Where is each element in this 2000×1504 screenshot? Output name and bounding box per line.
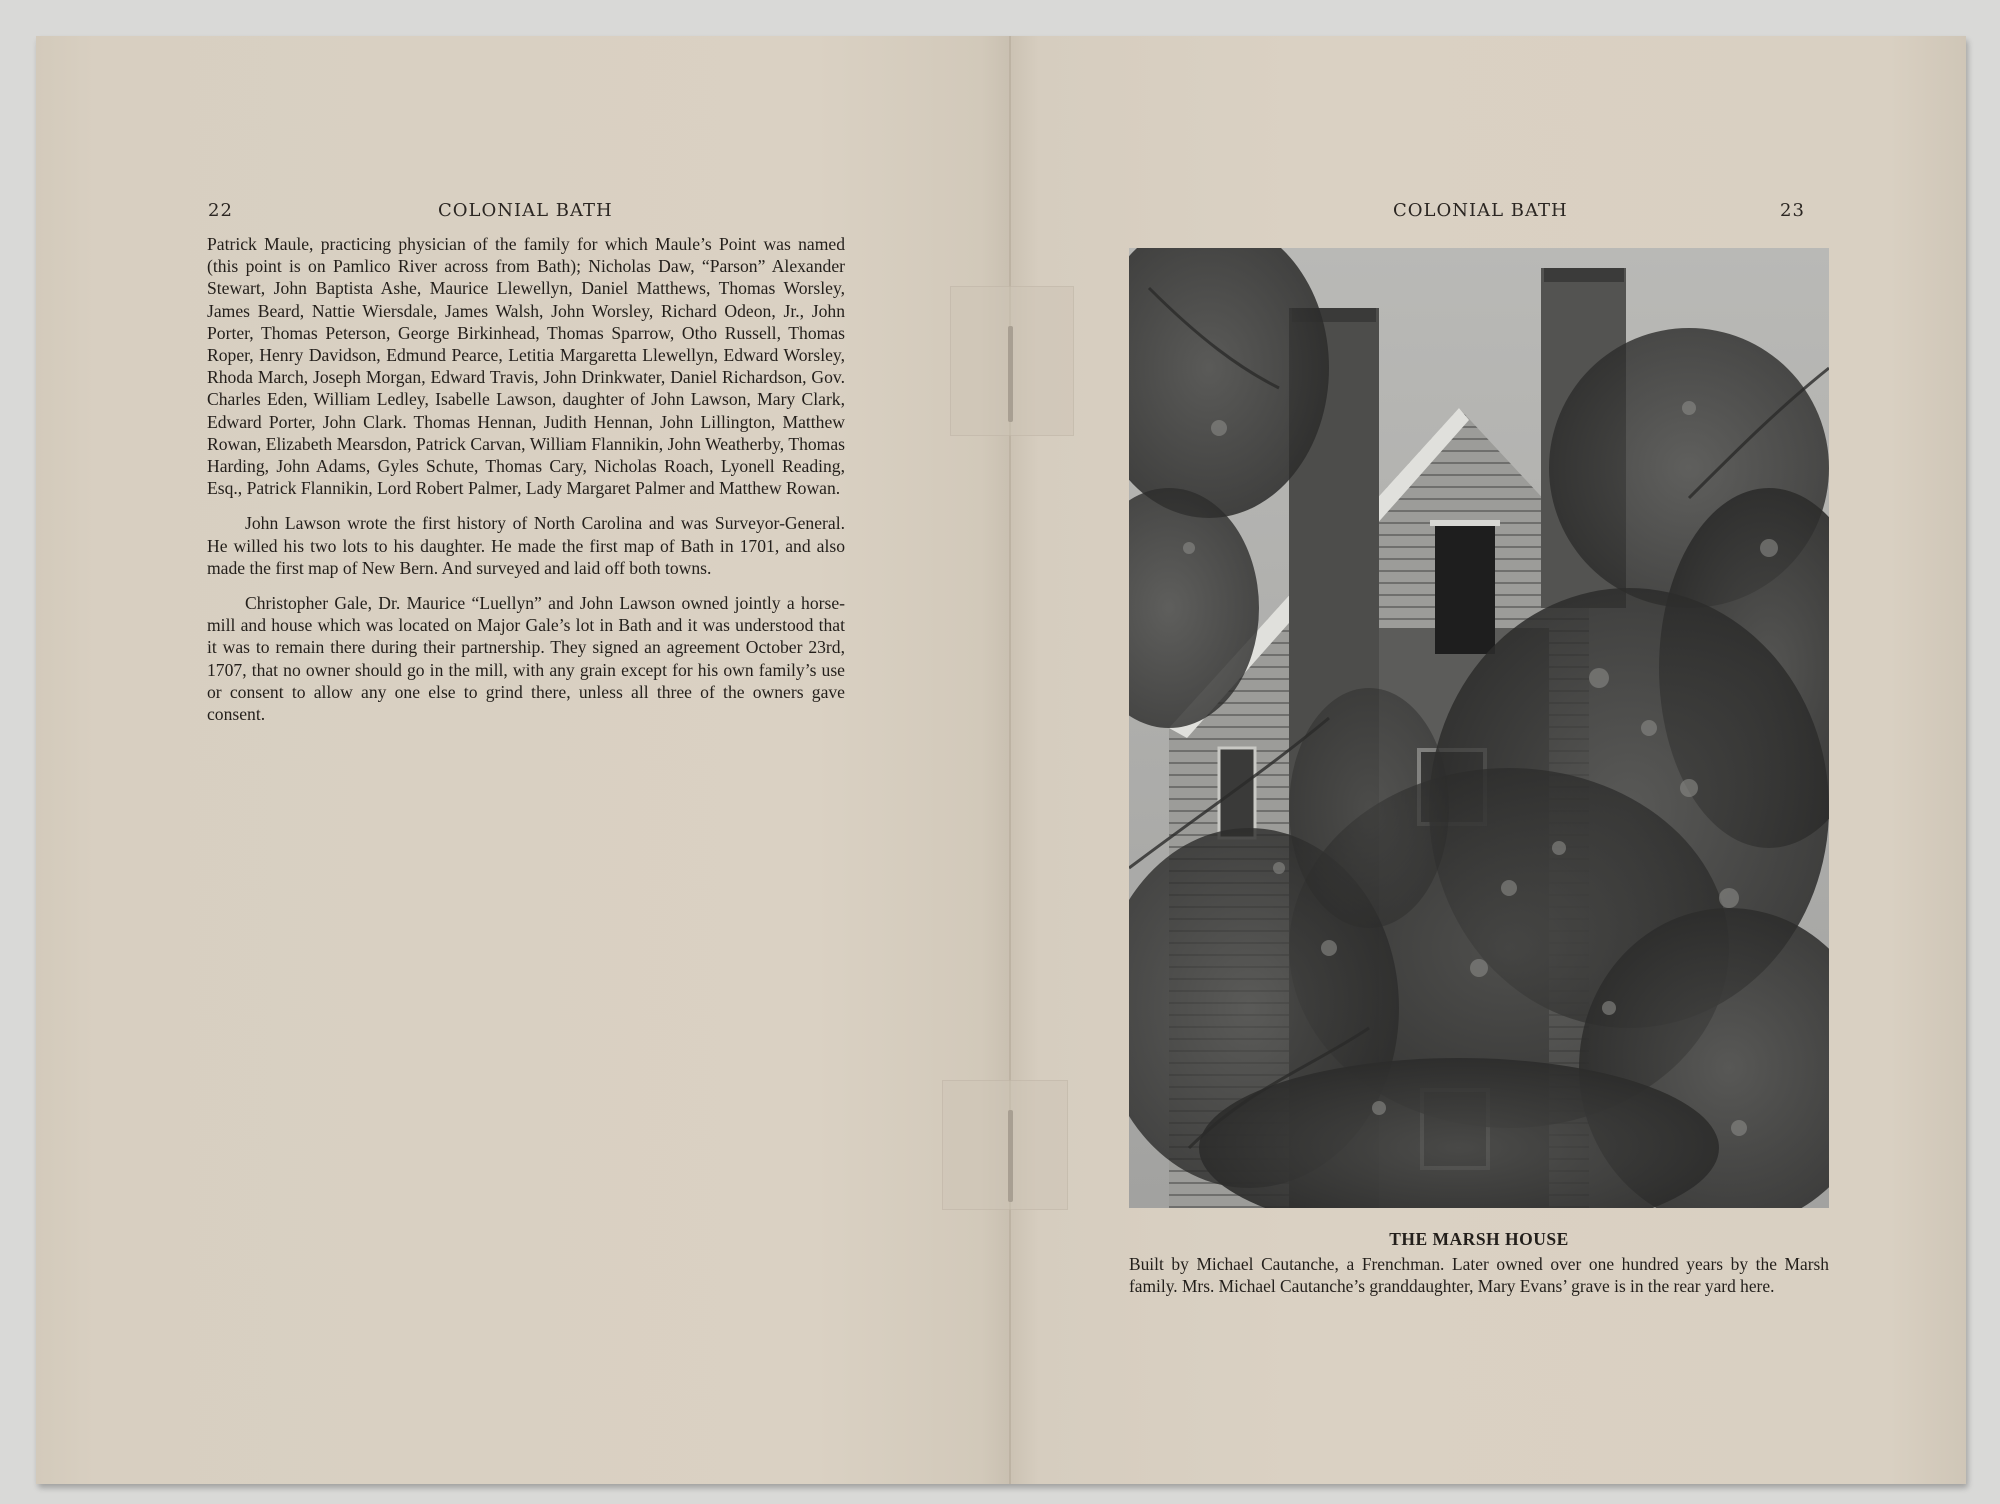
staple-top [1008,326,1013,422]
names-paragraph: Patrick Maule, practicing physician of the family for which Maule’s Point was named (this point is on Pamlico River across from Bath); Nicholas Daw, “Parson” Alexander Stewart, John Baptista Ashe, Maurice Llewellyn, Daniel Matthews, Thomas Worsley, James Beard, Nattie Wiersdale, James Walsh, John Worsley, Richard Odeon, Jr., John Porter, Thomas Peterson, George Birkinhead, Thomas Sparrow, Otho Russell, Thomas Roper, Henry Davidson, Edmund Pearce, Letitia Margaretta Llewellyn, Edward Worsley, Rhoda March, Joseph Morgan, Edward Travis, John Drinkwater, Daniel Richardson, Gov. Charles Eden, William Ledley, Isabelle Lawson, daughter of John Lawson, Mary Clark, Edward Porter, John Clark. Thomas Hennan, Judith Hennan, John Lillington, Matthew Rowan, Elizabeth Mearsdon, Patrick Carvan, William Flannikin, John Weatherby, Thomas Harding, John Adams, Gyles Schute, Thomas Cary, Nicholas Roach, Lyonell Reading, Esq., Patrick Flannikin, Lord Robert Palmer, Lady Margaret Palmer and Matthew Rowan. [207,234,845,499]
staple-bottom [1008,1110,1013,1202]
caption-text: Built by Michael Cautanche, a Frenchman. Later owned over one hundred years by the Marsh family. Mrs. Michael Cautanche’s granddaughter, Mary Evans’ grave is in the rear yard here. [1129,1254,1829,1297]
caption-title: THE MARSH HOUSE [1389,1229,1569,1249]
right-running-head: COLONIAL BATH [1393,200,1568,221]
horse-mill-paragraph: Christopher Gale, Dr. Maurice “Luellyn” and John Lawson owned jointly a horse-mill and house which was located on Major Gale’s lot in Bath and it was understood that it was to remain there during their partnership. They signed an agreement October 23rd, 1707, that no owner should go in the mill, with any grain except for his own family’s use or consent to allow any one else to grind there, unless all three of the owners gave consent. [207,593,845,725]
right-page-number: 23 [1780,200,1805,221]
left-running-head: COLONIAL BATH [438,200,613,221]
binding-tape-bottom [942,1080,1068,1210]
binding-gutter [1009,36,1011,1484]
left-body-text [207,233,845,738]
marsh-house-photo [1129,248,1829,1208]
left-page-number: 22 [208,200,233,221]
lawson-paragraph: John Lawson wrote the first history of North Carolina and was Surveyor-General. He willed his two lots to his daughter. He made the first map of Bath in 1701, and also made the first map of New Bern. And surveyed and laid off both towns. [207,513,845,578]
